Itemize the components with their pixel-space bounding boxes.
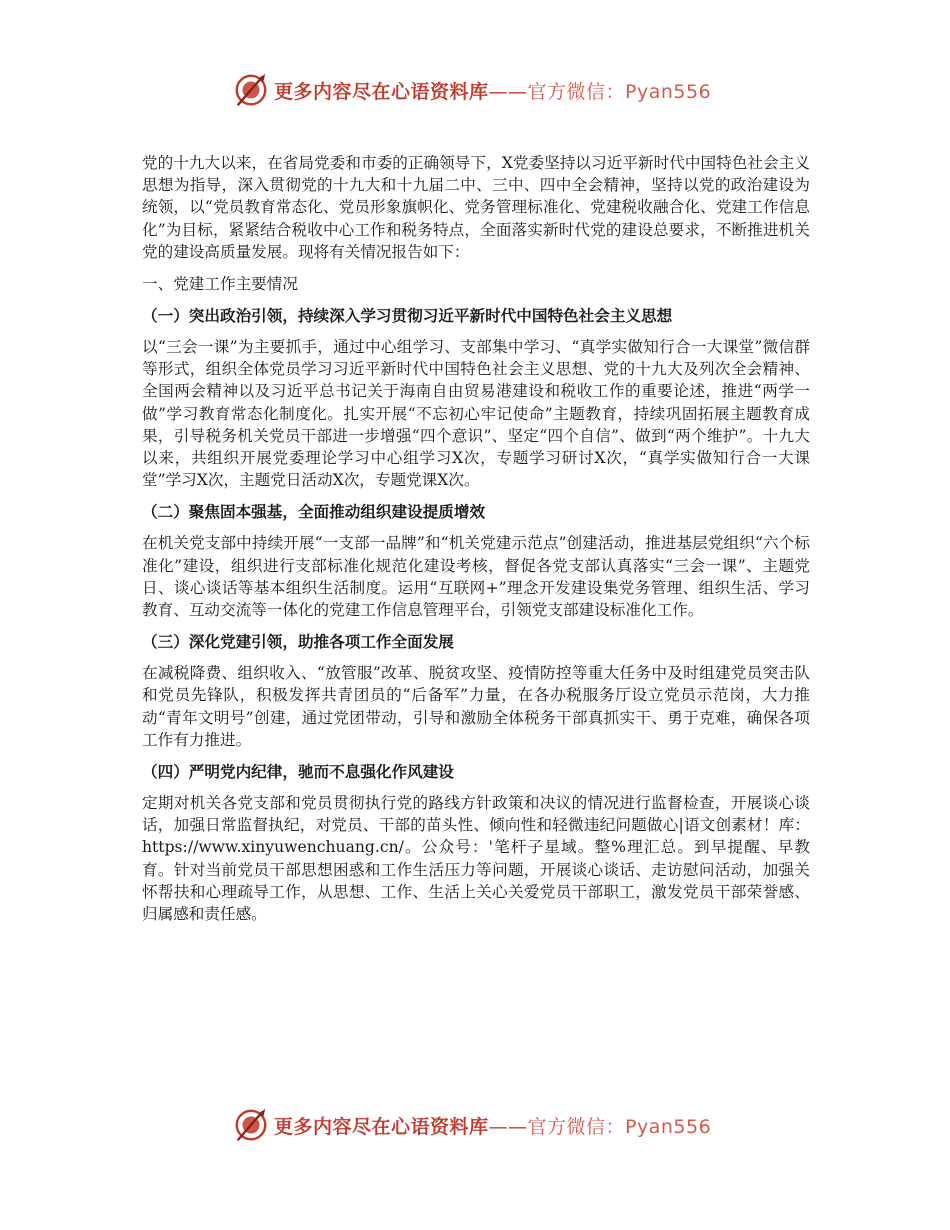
banner-wechat: 官方微信：Pyan556 <box>527 1115 712 1138</box>
banner-dash: —— <box>488 80 528 103</box>
subsection-title: （四）严明党内纪律，驰而不息强化作风建设 <box>142 763 454 782</box>
footer-watermark-banner <box>232 1105 712 1145</box>
subsection-body: 定期对机关各党支部和党员贯彻执行党的路线方针政策和决议的情况进行监督检查，开展谈心谈话，加强日常监督执纪，对党员、干部的苗头性、倾向性和轻微违纪问题做心|语文创素材！库：https://www.xinyuwenchuang.cn/。公众号：'笔杆子星域。整%理汇总。到早提醒、早教育。针对当前党员干部思想困惑和工作生活压力等问题，开展谈心谈话、走访慰问活动，加强关怀帮扶和心理疏导工作，从思想、工作、生活上关心关爱党员干部职工，激发党员干部荣誉感、归属感和责任感。 <box>142 794 810 924</box>
feather-logo-icon <box>232 1106 270 1144</box>
section-heading: 一、党建工作主要情况 <box>142 275 298 294</box>
banner-text <box>274 77 711 104</box>
feather-logo-icon <box>232 71 270 109</box>
banner-text <box>274 1112 711 1139</box>
subsection-title: （二）聚焦固本强基，全面推动组织建设提质增效 <box>142 503 486 522</box>
header-watermark-banner <box>232 70 712 110</box>
subsection-body: 在减税降费、组织收入、“放管服”改革、脱贫攻坚、疫情防控等重大任务中及时组建党员突击队和党员先锋队，积极发挥共青团员的“后备军”力量，在各办税服务厅设立党员示范岗，大力推动“青年文明号”创建，通过党团带动，引导和激励全体税务干部真抓实干、勇于克难，确保各项工作有力推进。 <box>142 664 810 749</box>
subsection-body: 在机关党支部中持续开展“一支部一品牌”和“机关党建示范点”创建活动，推进基层党组织“六个标准化”建设，组织进行支部标准化规范化建设考核，督促各党支部认真落实“三会一课”、主题党日、谈心谈话等基本组织生活制度。运用“互联网+”理念开发建设集党务管理、组织生活、学习教育、互动交流等一体化的党建工作信息管理平台，引领党支部建设标准化工作。 <box>142 534 810 620</box>
banner-brand: 更多内容尽在心语资料库 <box>274 80 489 103</box>
banner-wechat: 官方微信：Pyan556 <box>527 80 712 103</box>
banner-dash: —— <box>488 1115 528 1138</box>
banner-brand: 更多内容尽在心语资料库 <box>274 1115 489 1138</box>
intro-paragraph: 党的十九大以来，在省局党委和市委的正确领导下，X党委坚持以习近平新时代中国特色社会主义思想为指导，深入贯彻党的十九大和十九届二中、三中、四中全会精神，坚持以党的政治建设为统领，以“党员教育常态化、党员形象旗帜化、党务管理标准化、党建税收融合化、党建工作信息化”为目标，紧紧结合税收中心工作和税务特点，全面落实新时代党的建设总要求，不断推进机关党的建设高质量发展。现将有关情况报告如下： <box>142 154 810 261</box>
subsection-title: （三）深化党建引领，助推各项工作全面发展 <box>142 633 454 652</box>
subsection-body: 以“三会一课”为主要抓手，通过中心组学习、支部集中学习、“真学实做知行合一大课堂”微信群等形式，组织全体党员学习习近平新时代中国特色社会主义思想、党的十九大及列次全会精神、全国两会精神以及习近平总书记关于海南自由贸易港建设和税收工作的重要论述，推进“两学一做”学习教育常态化制度化。扎实开展“不忘初心牢记使命”主题教育，持续巩固拓展主题教育成果，引导税务机关党员干部进一步增强“四个意识”、坚定“四个自信”、做到“两个维护”。十九大以来，共组织开展党委理论学习中心组学习X次，专题学习研讨X次，“真学实做知行合一大课堂”学习X次，主题党日活动X次，专题党课X次。 <box>142 338 810 490</box>
document-body <box>142 152 810 935</box>
subsection-title: （一）突出政治引领，持续深入学习贯彻习近平新时代中国特色社会主义思想 <box>142 307 673 326</box>
